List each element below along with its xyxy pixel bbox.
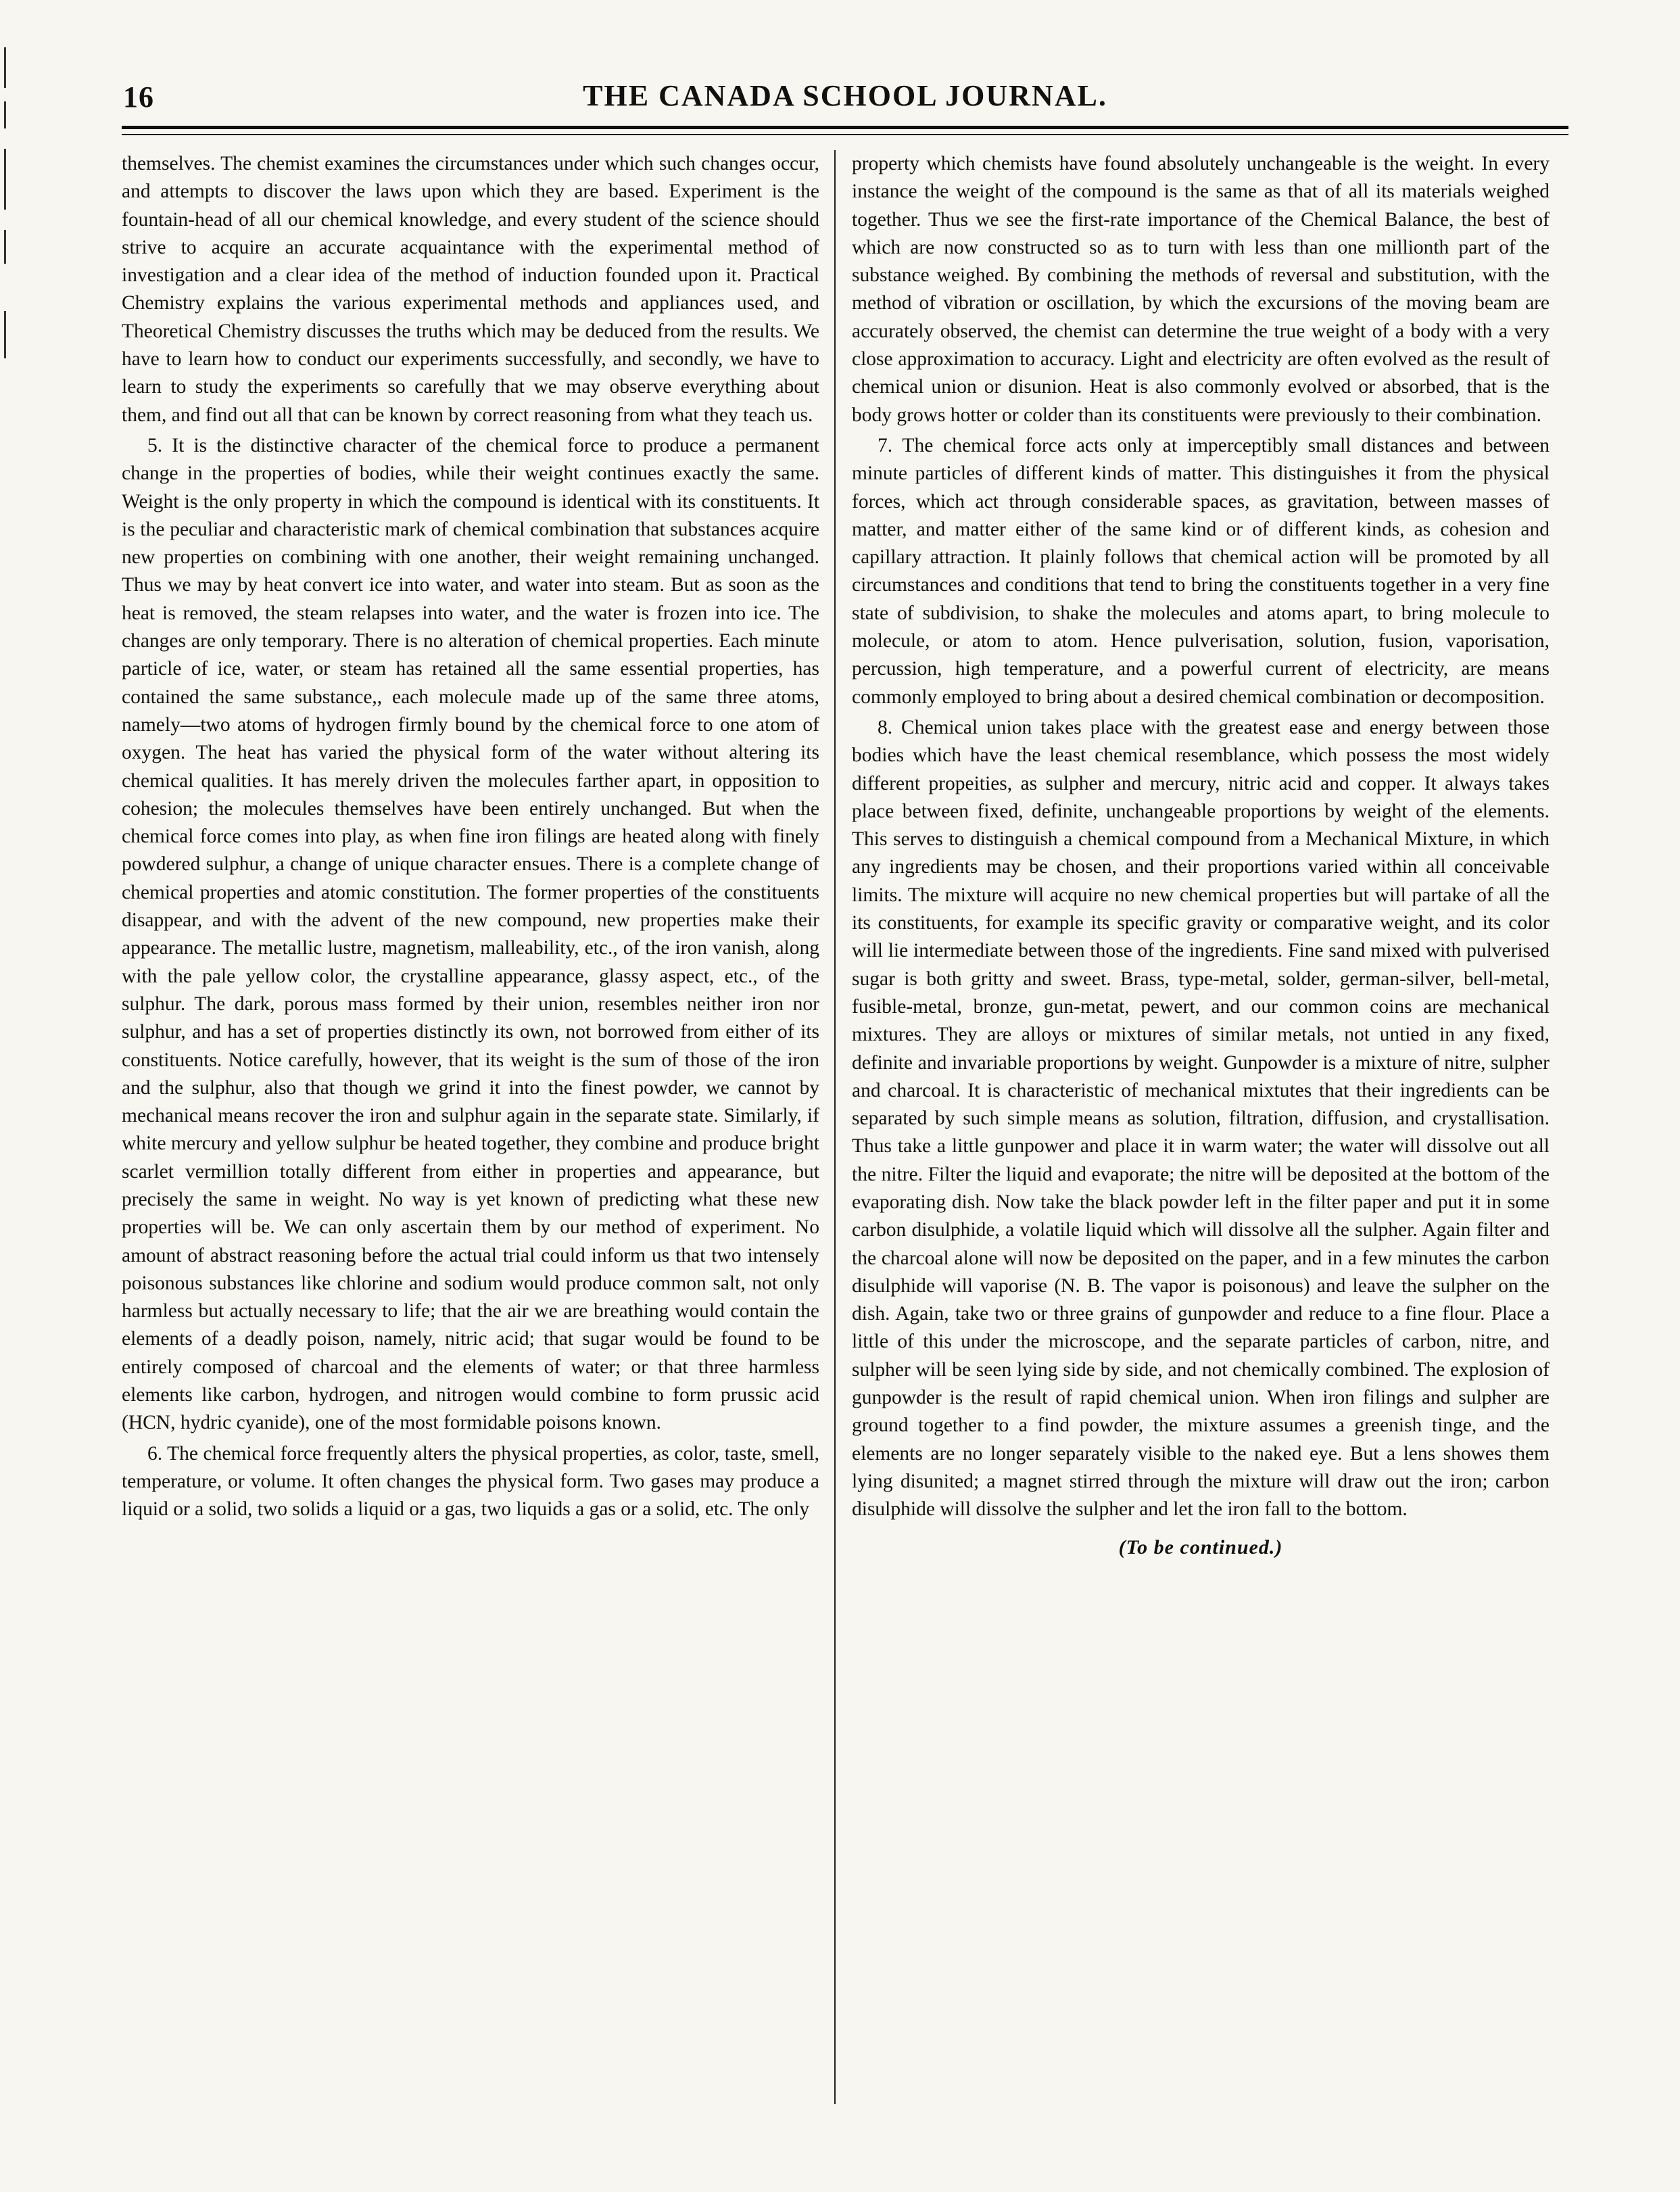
paragraph: 8. Chemical union takes place with the greatest ease and energy between those bodies which have the least chemical resemblance, which possess the most widely different propeities, as sulpher and mercury, nitric acid and copper. It always takes place between fixed, definite, unchangeable proportions by weight of the elements. This serves to distinguish a chemical compound from a Mechanical Mixture, in which any ingredients may be chosen, and their proportions varied within all conceivable limits. The mixture will acquire no new chemical properties but will partake of all the its constituents, for example its specific gravity or comparative weight, and its color will lie intermediate between those of the ingredients. Fine sand mixed with pulverised sugar is both gritty and sweet. Brass, type-metal, solder, german-silver, bell-metal, fusible-metal, bronze, gun-metat, pewert, and our common coins are mechanical mixtures. They are alloys or mixtures of similar metals, not untied in any fixed, definite and invariable proportions by weight. Gunpowder is a mixture of nitre, sulpher and charcoal. It is characteristic of mechanical mixtutes that their ingredients can be separated by such simple means as solution, filtration, diffusion, and crystallisation. Thus take a little gunpower and place it in warm water; the water will dissolve out all the nitre. Filter the liquid and evaporate; the nitre will be deposited at the bottom of the evaporating dish. Now take the black powder left in the filter paper and put it in some carbon disulphide, a volatile liquid which will dissolve all the sulpher. Again filter and the charcoal alone will now be deposited on the paper, and in a few minutes the carbon disulphide will vaporise (N. B. The vapor is poisonous) and leave the sulpher on the dish. Again, take two or three grains of gunpowder and reduce to a fine flour. Place a little of this under the microscope, and the separate particles of carbon, nitre, and sulpher will be seen lying side by side, and not chemically combined. The explosion of gunpowder is the result of rapid chemical union. When iron filings and sulpher are ground together to a find powder, the mixture assumes a greenish tinge, and the elements are no longer separately visible to the naked eye. But a lens showes them lying disunited; a magnet stirred through the mixture will draw out the iron; carbon disulphide will dissolve the sulpher and let the iron fall to the bottom. bbox=[852, 716, 1550, 1521]
paragraph: themselves. The chemist examines the circumstances under which such changes occur, and attempts to discover the laws upon which they are based. Experiment is the fountain-head of all our chemical knowledge, and every student of the science should strive to acquire an accurate acquaintance with the experimental method of investigation and a clear idea of the method of induction founded upon it. Practical Chemistry explains the various experimental methods and appliances used, and Theoretical Chemistry discusses the truths which may be deduced from the results. We have to learn how to conduct our experiments successfully, and secondly, we have to learn to study the experiments so carefully that we may observe everything about them, and find out all that can be known by correct reasoning from what they teach us. bbox=[122, 153, 819, 426]
header-rule-thick bbox=[122, 126, 1568, 129]
column-divider bbox=[834, 150, 836, 2104]
page-header bbox=[122, 74, 1568, 122]
article-body bbox=[122, 150, 1568, 2124]
page-number: 16 bbox=[123, 80, 154, 114]
journal-title: THE CANADA SCHOOL JOURNAL. bbox=[583, 79, 1107, 112]
left-margin-marks bbox=[0, 27, 14, 433]
paragraph: 6. The chemical force frequently alters the physical properties, as color, taste, smell, temperature, or volume. It often changes the physical form. Two gases may produce a liquid or a solid, two solids a liquid or a gas, two liquids a gas or a solid, etc. The only bbox=[122, 1442, 819, 1521]
header-rule-thin bbox=[122, 134, 1568, 135]
paragraph: 7. The chemical force acts only at imperceptibly small distances and between minute particles of different kinds of matter. This distinguishes it from the physical forces, which act through considerable spaces, as gravitation, between masses of matter, and matter either of the same kind or of different kinds, as cohesion and capillary attraction. It plainly follows that chemical action will be promoted by all circumstances and conditions that tend to bring the constituents together in a very fine state of subdivision, to shake the molecules and atoms apart, to bring molecule to molecule, or atom to atom. Hence pulverisation, solution, fusion, vaporisation, percussion, high temperature, and a powerful current of electricity, are means commonly employed to bring about a desired chemical combination or decomposition. bbox=[852, 434, 1550, 708]
journal-page bbox=[122, 74, 1568, 2157]
paragraph: property which chemists have found absolutely unchangeable is the weight. In every instance the weight of the compound is the same as that of all its materials weighed together. Thus we see the first-rate importance of the Chemical Balance, the best of which are now constructed so as to turn with less than one millionth part of the substance weighed. By combining the methods of reversal and substitution, with the method of vibration or oscillation, by which the excursions of the moving beam are accurately observed, the chemist can determine the true weight of a body with a very close approximation to accuracy. Light and electricity are often evolved as the result of chemical union or disunion. Heat is also commonly evolved or absorbed, that is the body grows hotter or colder than its constituents were previously to their combination. bbox=[852, 153, 1550, 426]
right-column bbox=[852, 150, 1550, 1561]
left-column bbox=[122, 150, 819, 1527]
continued-note: (To be continued.) bbox=[1118, 1535, 1283, 1558]
paragraph: 5. It is the distinctive character of the chemical force to produce a permanent change in the properties of bodies, while their weight continues exactly the same. Weight is the only property in which the compound is identical with its constituents. It is the peculiar and characteristic mark of chemical combination that substances acquire new properties on combining with one another, their weight remaining unchanged. Thus we may by heat convert ice into water, and water into steam. But as soon as the heat is removed, the steam relapses into water, and the water is frozen into ice. The changes are only temporary. There is no alteration of chemical properties. Each minute particle of ice, water, or steam has retained all the same essential properties, has contained the same substance,, each molecule made up of the same three atoms, namely—two atoms of hydrogen firmly bound by the chemical force to one atom of oxygen. The heat has varied the physical form of the water without altering its chemical qualities. It has merely driven the molecules farther apart, in opposition to cohesion; the molecules themselves have been entirely unchanged. But when the chemical force comes into play, as when fine iron filings are heated along with finely powdered sulphur, a change of unique character ensues. There is a complete change of chemical properties and atomic constitution. The former properties of the constituents disappear, and with the advent of the new compound, new properties make their appearance. The metallic lustre, magnetism, malleability, etc., of the iron vanish, along with the pale yellow color, the crystalline appearance, glassy aspect, etc., of the sulphur. The dark, porous mass formed by their union, resembles neither iron nor sulphur, and has a set of properties distinctly its own, not borrowed from either of its constituents. Notice carefully, however, that its weight is the sum of those of the iron and the sulphur, also that though we grind it into the finest powder, we cannot by mechanical means recover the iron and sulphur again in the separate state. Similarly, if white mercury and yellow sulphur be heated together, they combine and produce bright scarlet vermillion totally different from either in properties and appearance, but precisely the same in weight. No way is yet known of predicting what these new properties will be. We can only ascertain them by our method of experiment. No amount of abstract reasoning before the actual trial could inform us that two intensely poisonous substances like chlorine and sodium would produce common salt, not only harmless but actually necessary to life; that the air we are breathing would contain the elements of a deadly poison, namely, nitric acid; that sugar would be found to be entirely composed of charcoal and the elements of water; or that three harmless elements like carbon, hydrogen, and nitrogen would combine to form prussic acid (HCN, hydric cyanide), one of the most formidable poisons known. bbox=[122, 434, 819, 1434]
